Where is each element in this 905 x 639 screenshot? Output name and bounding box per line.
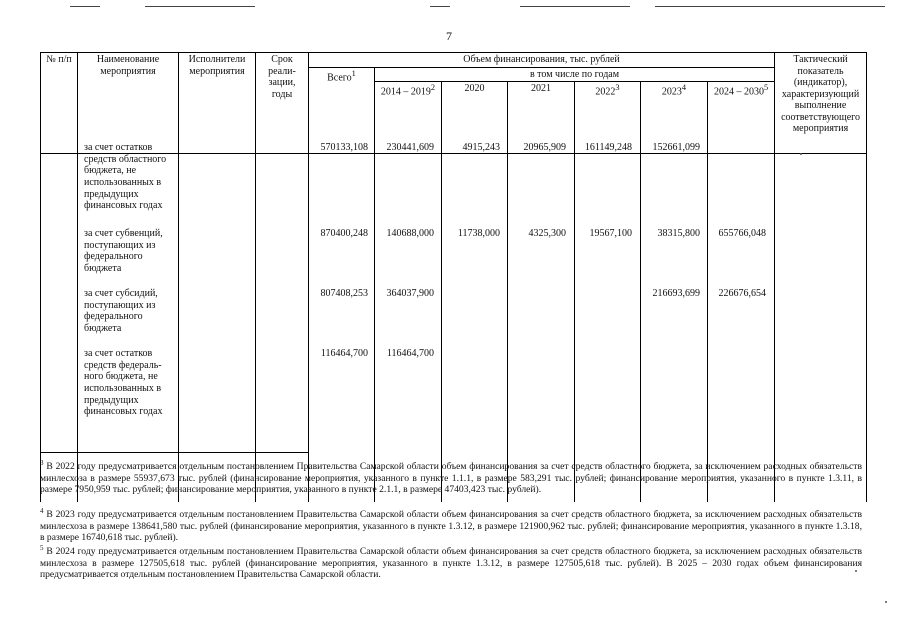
cell-total: 570133,108 — [320, 142, 368, 153]
header-y1: 2014 – 2019$^2$ — [375, 82, 442, 154]
footnote-4: $^4$ В 2023 году предусматривается отдельным постановлением Правительства Самарской области объем финансирования за счет средств областного бюджета, за исключением расходных обязательств минлесхоза в размере 138641,580 тыс. рублей (финансирование мероприятия, указанного в пункте 1.3.12, в размере 121900,962 тыс. рублей; финансирование мероприятия, указанного в пункте 1.3.18, в размере 16740,618 тыс. рублей). — [40, 507, 862, 543]
footnote-5: $^5$ В 2024 году предусматривается отдельным постановлением Правительства Самарской области объем финансирования за счет средств областного бюджета, за исключением расходных обязательств минлесхоза в размере 127505,618 тыс. рублей (финансирование мероприятия, указанного в пункте 1.3.12, в размере 127505,618 тыс. рублей). В 2025 – 2030 годах объем финансирования предусматривается отдельным постановлением Правительства Самарской области. — [40, 544, 862, 580]
cell-y3: 20965,909 — [523, 142, 566, 153]
row-label: за счет субсидий, поступающих из федерального бюджета — [84, 288, 158, 335]
scan-line — [655, 6, 885, 7]
header-funding: Объем финансирования, тыс. рублей — [309, 53, 775, 68]
table-body — [40, 142, 866, 432]
cell-y1: 116464,700 — [386, 348, 434, 359]
cell-y1: 364037,900 — [386, 288, 434, 299]
header-num: № п/п — [41, 53, 78, 154]
cell-y5: 216693,699 — [652, 288, 700, 299]
cell-y6: 655766,048 — [718, 228, 766, 239]
scan-dot — [885, 601, 887, 603]
scan-dot — [855, 570, 857, 572]
footnote-separator — [40, 452, 308, 453]
scan-line — [70, 6, 100, 7]
footnote-3: $^3$ В 2022 году предусматривается отдельным постановлением Правительства Самарской области объем финансирования за счет средств областного бюджета, за исключением расходных обязательств минлесхоза в размере 55937,673 тыс. рублей (финансирование мероприятия, указанного в пункте 1.1.1, в размере 583,291 тыс. рублей; финансирование мероприятия, указанного в пункте 1.3.11, в размере 7950,959 тыс. рублей; финансирование мероприятия, указанного в пункте 2.1.1, в размере 47403,423 тыс. рублей). — [40, 459, 862, 495]
row-label: за счет субвенций, поступающих из федерального бюджета — [84, 228, 163, 275]
header-y5: 2023$^4$ — [641, 82, 708, 154]
row-label: за счет остатков средств областного бюджета, не использованных в предыдущих финансовых годах — [84, 142, 167, 212]
cell-y2: 4915,243 — [462, 142, 500, 153]
header-name: Наименование мероприятия — [78, 53, 179, 154]
scan-line — [430, 6, 450, 7]
header-y2: 2020 — [442, 82, 508, 154]
cell-y1: 230441,609 — [386, 142, 434, 153]
header-indicator: Тактический показатель (индикатор), характеризующий выполнение соответствующего мероприятия — [775, 53, 867, 154]
header-y3: 2021 — [508, 82, 575, 154]
scan-line — [520, 6, 630, 7]
cell-total: 116464,700 — [320, 348, 368, 359]
header-total: Всего$^1$ — [309, 67, 375, 154]
header-executors: Исполнители мероприятия — [179, 53, 256, 154]
header-y4: 2022$^3$ — [575, 82, 641, 154]
cell-y4: 161149,248 — [584, 142, 632, 153]
scan-line — [145, 6, 255, 7]
cell-y3: 4325,300 — [528, 228, 566, 239]
row-label: за счет остатков средств федераль-ного бюджета, не использованных в предыдущих финансовых годах — [84, 348, 163, 418]
header-y6: 2024 – 2030$^5$ — [708, 82, 775, 154]
cell-y5: 152661,099 — [652, 142, 700, 153]
page-number: 7 — [446, 29, 452, 43]
header-term: Срок реали-зации, годы — [256, 53, 309, 154]
scan-dot — [800, 153, 802, 155]
cell-y5: 38315,800 — [657, 228, 700, 239]
cell-y4: 19567,100 — [589, 228, 632, 239]
cell-total: 870400,248 — [320, 228, 368, 239]
header-by-years: в том числе по годам — [375, 67, 775, 82]
cell-y6: 226676,654 — [718, 288, 766, 299]
cell-y2: 11738,000 — [457, 228, 500, 239]
cell-y1: 140688,000 — [386, 228, 434, 239]
cell-total: 807408,253 — [320, 288, 368, 299]
